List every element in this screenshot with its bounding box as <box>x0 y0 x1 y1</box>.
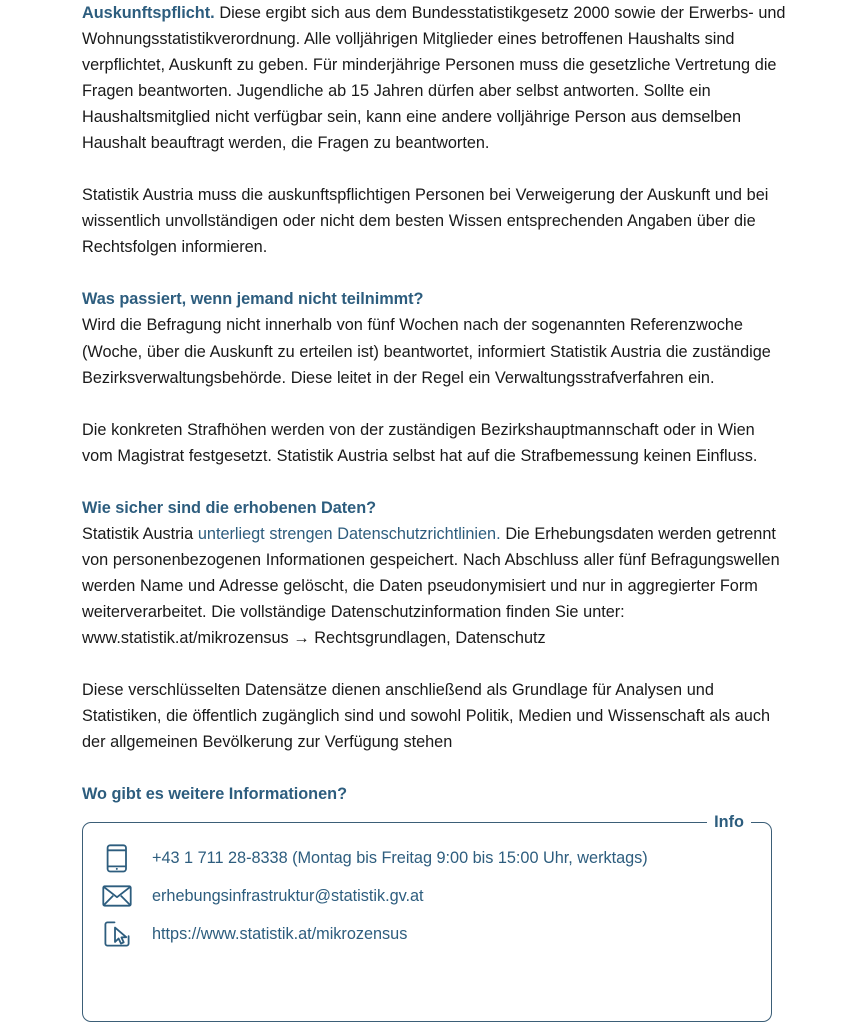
info-box-legend: Info <box>707 811 751 833</box>
data-security-text-after-link: Die Erhebungsdaten werden getrennt von personenbezogenen Informationen gespeichert. Nach Abschluss aller fünf Befragungswellen werden Name und Adresse gelöscht, die Daten pseudonymisiert und nur in aggregierter Form weiterverarbeitet. Die vollständige Datenschutzinformation finden Sie unter: <box>82 524 780 621</box>
heading-data-security: Wie sicher sind die erhobenen Daten? <box>82 498 377 517</box>
cursor-click-icon <box>102 919 132 949</box>
contact-row-phone[interactable] <box>83 839 771 877</box>
paragraph-non-participation-2: Die konkreten Strafhöhen werden von der zuständigen Bezirkshauptmannschaft oder in Wien vom Magistrat festgesetzt. Statistik Austria selbst hat auf die Strafbemessung keinen Einfluss. <box>82 420 758 465</box>
data-security-text-before-link: Statistik Austria <box>82 524 198 543</box>
paragraph-non-participation-1: Wird die Befragung nicht innerhalb von fünf Wochen nach der sogenannten Referenzwoche (Woche, über die Auskunft zu erteilen ist) beantwortet, informiert Statistik Austria die zuständige Bezirksverwaltungsbehörde. Diese leitet in der Regel ein Verwaltungsstrafverfahren ein. <box>82 316 771 387</box>
paragraph-auskunftspflicht <box>82 0 790 156</box>
info-box <box>82 813 772 1022</box>
contact-website-value[interactable]: https://www.statistik.at/mikrozensus <box>152 925 408 944</box>
data-security-reference-line: www.statistik.at/mikrozensus → Rechtsgrundlagen, Datenschutz <box>82 628 546 647</box>
contact-row-email[interactable] <box>83 877 771 915</box>
spacer <box>82 260 790 286</box>
spacer <box>82 469 790 495</box>
contact-email-value[interactable]: erhebungsinfrastruktur@statistik.gv.at <box>152 887 424 906</box>
link-datenschutzrichtlinien[interactable]: unterliegt strengen Datenschutzrichtlinien. <box>197 524 501 543</box>
paragraph-auskunftspflicht-text: Diese ergibt sich aus dem Bundesstatistikgesetz 2000 sowie der Erwerbs- und Wohnungsstatistikverordnung. Alle volljährigen Mitglieder eines betroffenen Haushalts sind verpflichtet, Auskunft zu geben. Für minderjährige Personen muss die gesetzliche Vertretung die Fragen beantworten. Jugendliche ab 15 Jahren dürfen aber selbst antworten. Sollte ein Haushaltsmitglied nicht verfügbar sein, kann eine andere volljährige Person aus demselben Haushalt beauftragt werden, die Fragen zu beantworten. <box>82 4 786 153</box>
paragraph-data-security <box>82 521 790 625</box>
info-box-wrapper <box>82 813 790 1022</box>
contact-row-website[interactable] <box>83 915 771 953</box>
spacer <box>82 651 790 677</box>
paragraph-rechtsfolgen: Statistik Austria muss die auskunftspflichtigen Personen bei Verweigerung der Auskunft und bei wissentlich unvollständigen oder nicht dem besten Wissen entsprechenden Angaben über die Rechtsfolgen informieren. <box>82 186 769 257</box>
envelope-icon <box>102 881 132 911</box>
heading-more-information: Wo gibt es weitere Informationen? <box>82 785 347 804</box>
smartphone-icon <box>102 843 132 873</box>
spacer <box>82 755 790 781</box>
contact-phone-value[interactable]: +43 1 711 28-8338 (Montag bis Freitag 9:00 bis 15:00 Uhr, werktags) <box>152 849 648 868</box>
paragraph-encrypted-data: Diese verschlüsselten Datensätze dienen anschließend als Grundlage für Analysen und Statistiken, die öffentlich zugänglich sind und sowohl Politik, Medien und Wissenschaft als auch der allgemeinen Bevölkerung zur Verfügung stehen <box>82 680 770 752</box>
lead-in-auskunftspflicht: Auskunftspflicht. <box>82 4 215 22</box>
heading-non-participation: Was passiert, wenn jemand nicht teilnimmt? <box>82 290 424 309</box>
